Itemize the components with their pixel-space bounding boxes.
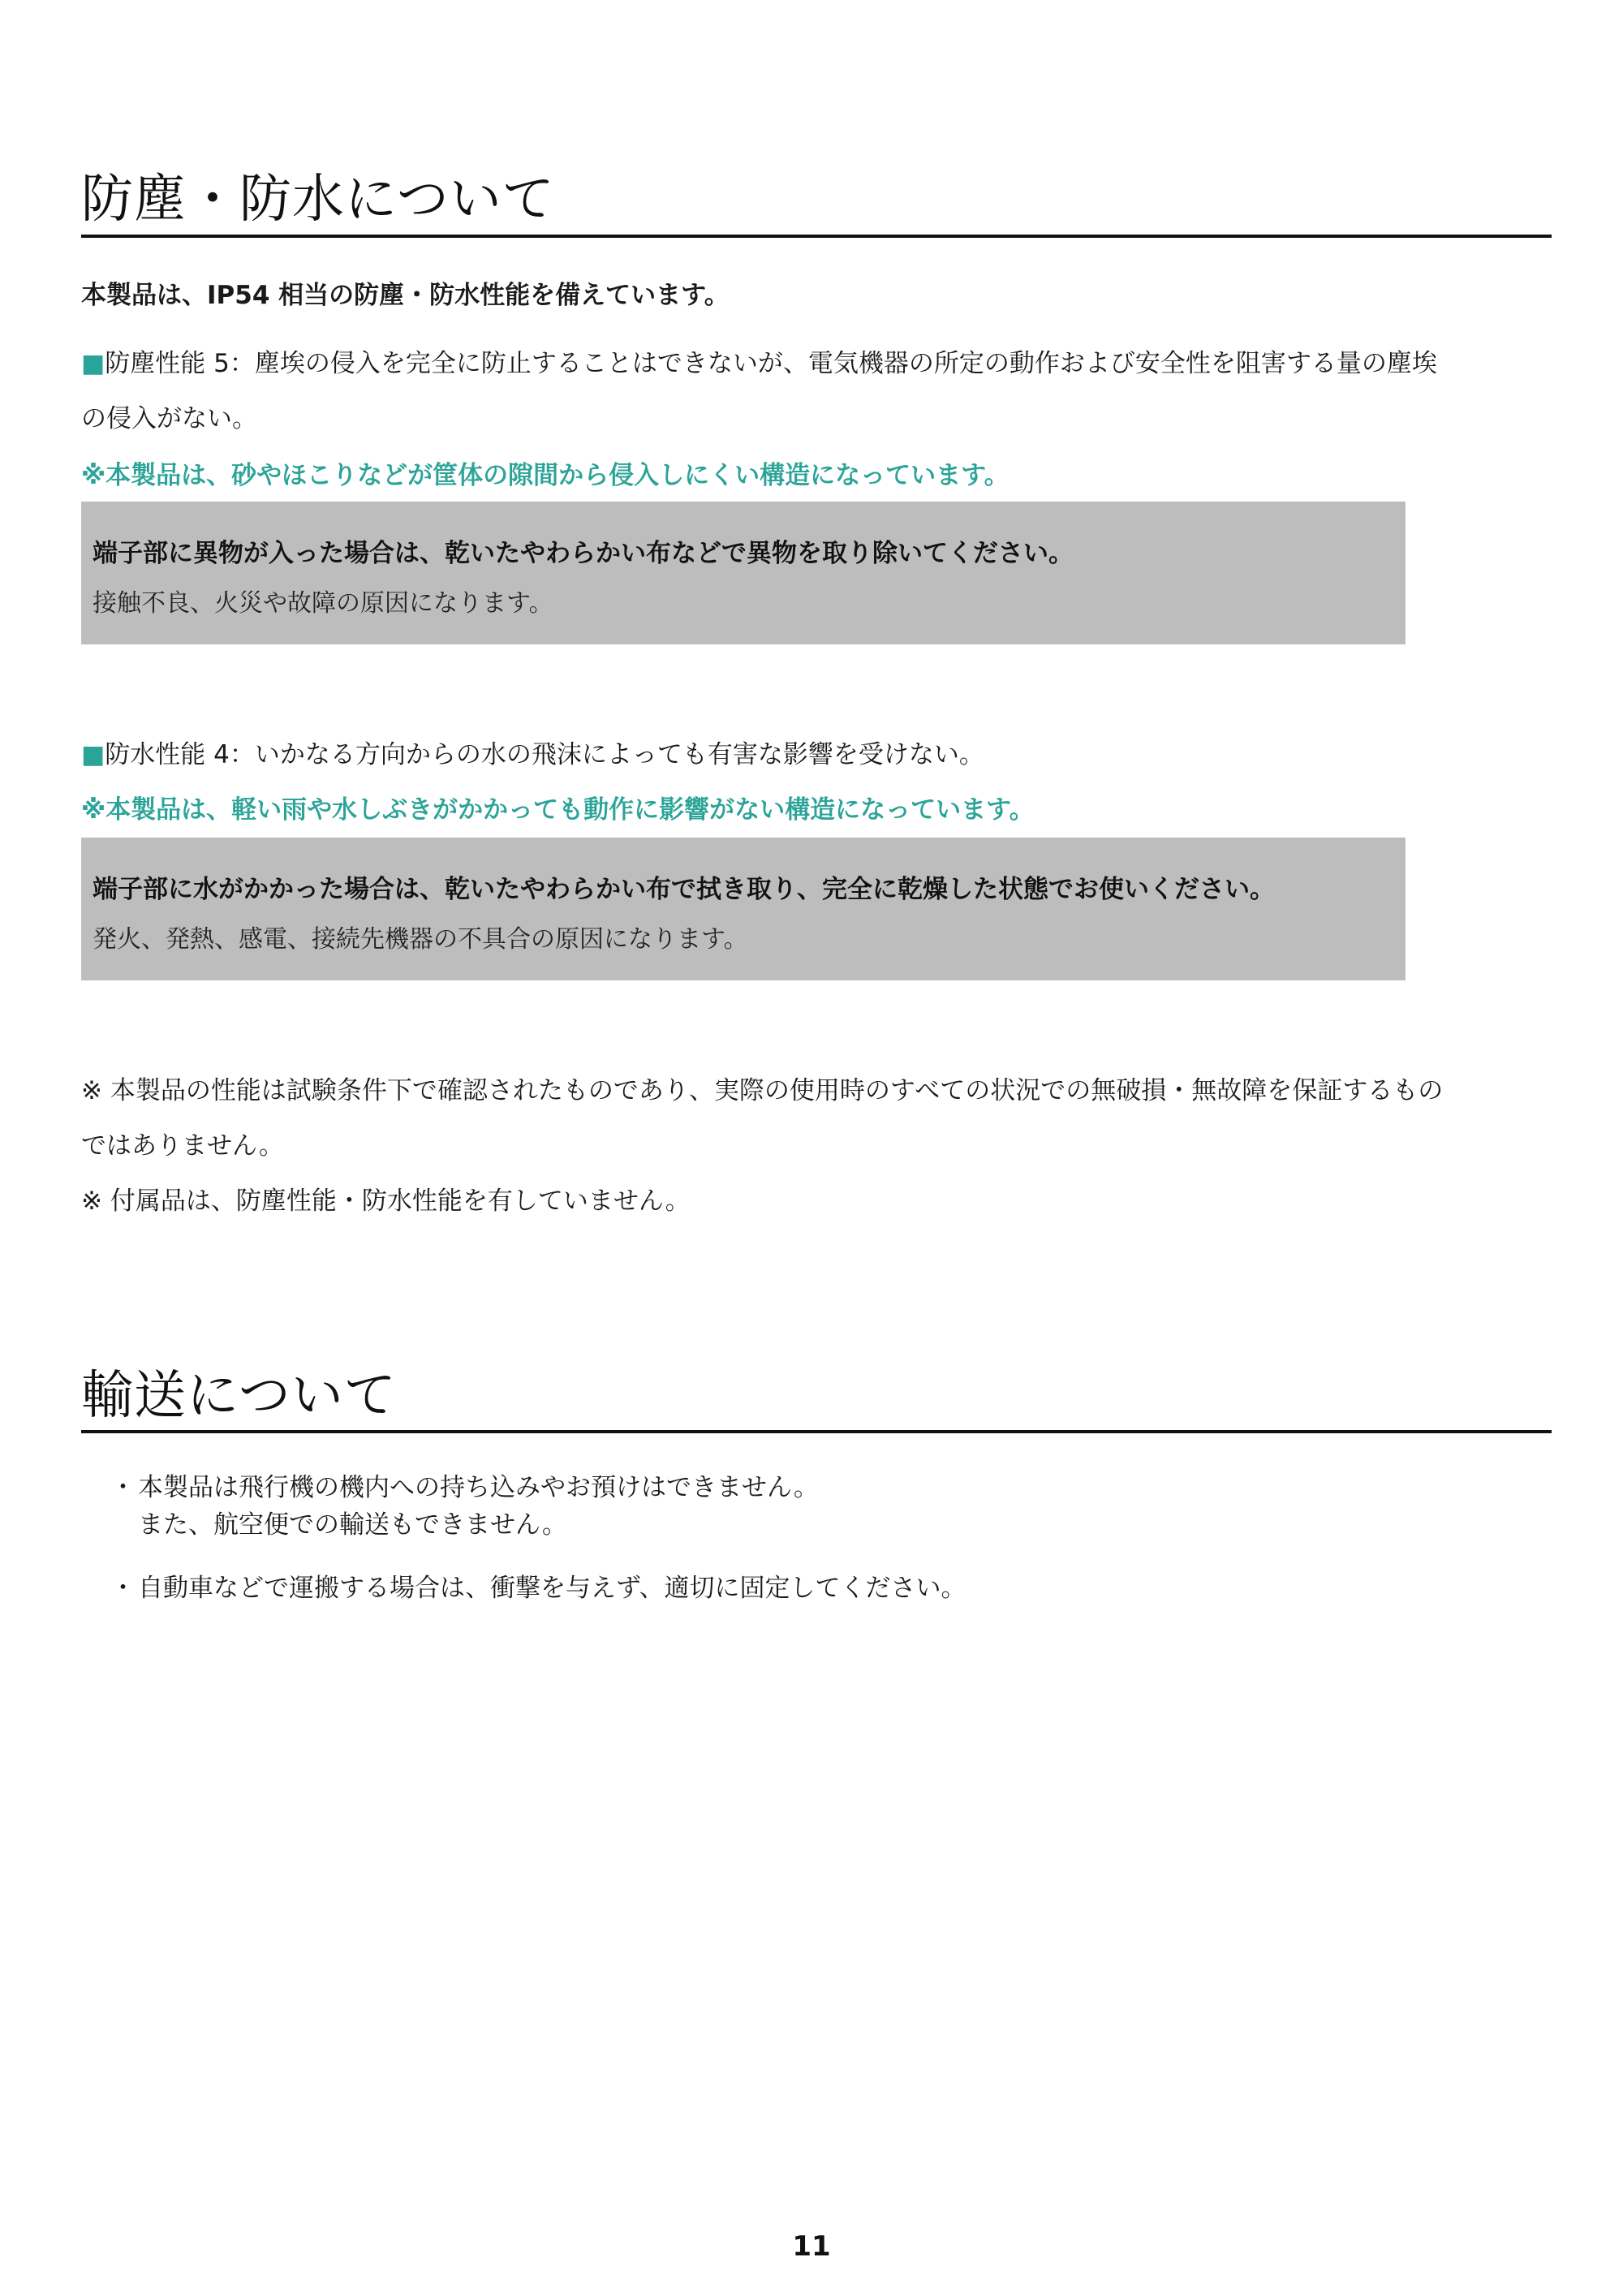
dust-note: ※本製品は、砂やほこりなどが筐体の隙間から侵入しにくい構造になっています。 (81, 461, 1010, 490)
performance-remark-line1: ※ 本製品の性能は試験条件下で確認されたものであり、実際の使用時のすべての状況での無破損・無故障を保証するもの (81, 1076, 1444, 1105)
bullet-dot-icon: ・ (110, 1574, 136, 1603)
dust-rating-line2: の侵入がない。 (81, 404, 257, 433)
list-item (110, 1469, 1490, 1544)
dust-rating-text (81, 336, 1552, 446)
dust-warning-text: 接触不良、火災や故障の原因になります。 (93, 589, 553, 618)
performance-remark-line2: ではありません。 (81, 1131, 284, 1161)
transport-list (110, 1469, 1490, 1633)
dust-warning-box (81, 502, 1406, 644)
transport-item-2-line1: 自動車などで運搬する場合は、衝撃を与えず、適切に固定してください。 (138, 1574, 966, 1603)
dust-water-title-rule (81, 235, 1552, 238)
performance-remark (81, 1063, 1552, 1174)
water-rating-text (81, 727, 1552, 782)
dust-warning-title: 端子部に異物が入った場合は、乾いたやわらかい布などで異物を取り除いてください。 (93, 539, 1074, 568)
page-number: 11 (792, 2230, 831, 2263)
transport-title: 輸送について (81, 1366, 397, 1426)
list-item (110, 1570, 1490, 1607)
water-warning-box (81, 838, 1406, 980)
water-note: ※本製品は、軽い雨や水しぶきがかかっても動作に影響がない構造になっています。 (81, 795, 1035, 825)
transport-item-1-line1: 本製品は飛行機の機内への持ち込みやお預けはできません。 (138, 1473, 819, 1502)
ip-rating-intro: 本製品は、IP54 相当の防塵・防水性能を備えています。 (81, 281, 730, 310)
water-warning-text: 発火、発熱、感電、接続先機器の不具合の原因になります。 (93, 925, 748, 954)
water-rating-line: 防水性能 4：いかなる方向からの水の飛沫によっても有害な影響を受けない。 (105, 740, 984, 769)
square-bullet-icon: ■ (81, 740, 105, 769)
transport-item-1-line2: また、航空便での輸送もできません。 (138, 1510, 567, 1540)
dust-rating-line1: 防塵性能 5：塵埃の侵入を完全に防止することはできないが、電気機器の所定の動作および安全性を阻害する量の塵埃 (105, 349, 1437, 378)
transport-title-rule (81, 1430, 1552, 1433)
bullet-dot-icon: ・ (110, 1473, 136, 1502)
square-bullet-icon: ■ (81, 349, 105, 378)
accessories-remark: ※ 付属品は、防塵性能・防水性能を有していません。 (81, 1187, 691, 1216)
dust-water-title: 防塵・防水について (81, 170, 555, 230)
water-warning-title: 端子部に水がかかった場合は、乾いたやわらかい布で拭き取り、完全に乾燥した状態でお使いください。 (93, 875, 1275, 904)
